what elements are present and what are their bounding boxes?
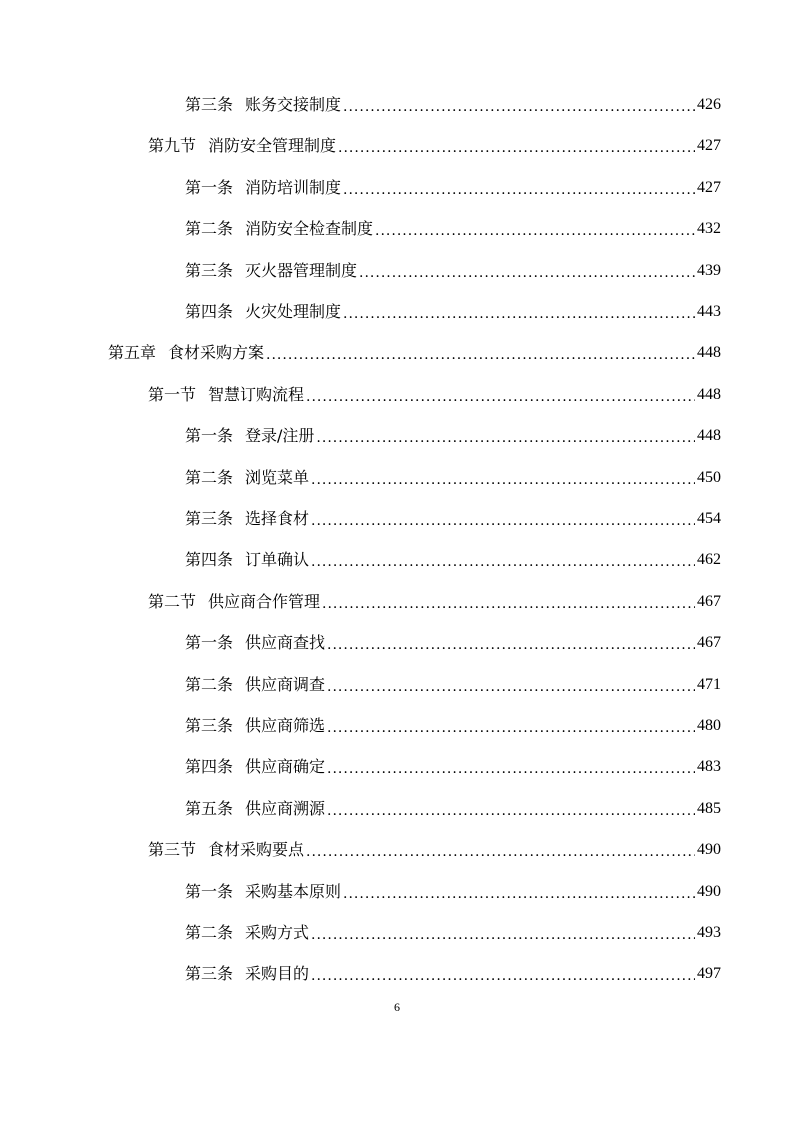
toc-entry-page-number: 448 — [697, 427, 721, 445]
toc-entry-section[interactable] — [148, 379, 721, 405]
toc-entry-article[interactable] — [185, 627, 721, 653]
dot-leader — [306, 385, 695, 405]
toc-entry-number: 第三节 — [148, 840, 197, 860]
toc-entry-section[interactable] — [148, 586, 721, 612]
toc-entry-number: 第五章 — [108, 343, 157, 363]
dot-leader — [327, 757, 695, 777]
toc-entry-page-number: 483 — [697, 758, 721, 776]
dot-leader — [343, 178, 695, 198]
toc-entry-number: 第一条 — [185, 881, 234, 901]
toc-entry-page-number: 467 — [697, 592, 721, 610]
dot-leader — [343, 95, 695, 115]
toc-entry-article[interactable] — [185, 917, 721, 943]
dot-leader — [343, 882, 695, 902]
toc-entry-article[interactable] — [185, 503, 721, 529]
toc-entry-page-number: 454 — [697, 510, 721, 527]
toc-entry-number: 第四条 — [185, 302, 234, 321]
toc-entry-title: 供应商查找 — [245, 633, 326, 653]
toc-entry-article[interactable] — [185, 544, 721, 570]
toc-entry-title: 订单确认 — [245, 550, 310, 570]
toc-entry-title: 供应商筛选 — [245, 716, 326, 735]
toc-entry-number: 第四条 — [185, 550, 234, 570]
toc-entry-title: 消防安全管理制度 — [208, 136, 337, 156]
toc-entry-page-number: 427 — [697, 178, 721, 196]
toc-entry-title: 食材采购方案 — [168, 343, 265, 363]
dot-leader — [311, 509, 695, 529]
toc-entry-number: 第三条 — [185, 95, 234, 114]
toc-entry-page-number: 448 — [697, 385, 721, 403]
toc-entry-article[interactable] — [185, 793, 721, 819]
dot-leader — [343, 302, 695, 322]
toc-entry-title: 火灾处理制度 — [245, 302, 342, 321]
dot-leader — [327, 633, 695, 653]
dot-leader — [266, 343, 695, 363]
toc-entry-number: 第二节 — [148, 591, 197, 611]
toc-entry-article[interactable] — [185, 751, 721, 777]
toc-entry-number: 第二条 — [185, 467, 234, 487]
toc-entry-title: 食材采购要点 — [208, 840, 305, 860]
toc-entry-number: 第一条 — [185, 426, 234, 446]
dot-leader — [338, 136, 695, 156]
toc-entry-page-number: 448 — [697, 344, 721, 362]
toc-entry-title: 采购目的 — [245, 964, 310, 984]
dot-leader — [311, 923, 695, 943]
toc-entry-title: 选择食材 — [245, 509, 310, 528]
toc-entry-page-number: 467 — [697, 634, 721, 652]
dot-leader — [306, 840, 695, 860]
dot-leader — [359, 261, 695, 281]
toc-entry-number: 第三条 — [185, 716, 234, 735]
toc-entry-title: 登录/注册 — [245, 426, 315, 446]
toc-entry-title: 采购基本原则 — [245, 881, 342, 901]
toc-entry-number: 第一条 — [185, 177, 234, 197]
toc-entry-section[interactable] — [148, 834, 721, 860]
dot-leader — [311, 964, 695, 984]
toc-entry-article[interactable] — [185, 296, 721, 322]
toc-entry-page-number: 480 — [697, 717, 721, 734]
toc-entry-article[interactable] — [185, 958, 721, 984]
toc-entry-page-number: 427 — [697, 137, 721, 155]
toc-entry-section[interactable] — [148, 130, 721, 156]
dot-leader — [327, 675, 695, 695]
toc-entry-page-number: 450 — [697, 468, 721, 486]
toc-entry-title: 灭火器管理制度 — [245, 260, 358, 280]
toc-entry-title: 消防安全检查制度 — [245, 219, 374, 239]
toc-entry-title: 供应商确定 — [245, 757, 326, 777]
toc-entry-page-number: 443 — [697, 303, 721, 320]
toc-entry-number: 第九节 — [148, 136, 197, 156]
dot-leader — [327, 799, 695, 819]
toc-entry-article[interactable] — [185, 89, 721, 115]
toc-entry-chapter[interactable] — [108, 337, 721, 363]
toc-entry-number: 第四条 — [185, 757, 234, 777]
toc-entry-number: 第一条 — [185, 633, 234, 653]
toc-entry-number: 第三条 — [185, 964, 234, 984]
toc-entry-title: 账务交接制度 — [245, 95, 342, 114]
toc-entry-article[interactable] — [185, 462, 721, 488]
dot-leader — [327, 716, 695, 736]
toc-entry-article[interactable] — [185, 213, 721, 239]
toc-entry-article[interactable] — [185, 669, 721, 695]
toc-entry-article[interactable] — [185, 255, 721, 281]
toc-entry-title: 智慧订购流程 — [208, 384, 305, 404]
toc-entry-article[interactable] — [185, 876, 721, 902]
toc-entry-title: 供应商溯源 — [245, 798, 326, 818]
dot-leader — [322, 592, 695, 612]
dot-leader — [375, 219, 695, 239]
toc-entry-number: 第三条 — [185, 509, 234, 528]
toc-entry-number: 第二条 — [185, 674, 234, 694]
toc-entry-number: 第二条 — [185, 219, 234, 239]
toc-entry-page-number: 432 — [697, 220, 721, 238]
toc-entry-page-number: 439 — [697, 261, 721, 279]
toc-entry-number: 第三条 — [185, 260, 234, 280]
toc-entry-article[interactable] — [185, 420, 721, 446]
toc-entry-article[interactable] — [185, 710, 721, 736]
toc-entry-title: 供应商调查 — [245, 674, 326, 694]
toc-entry-title: 采购方式 — [245, 923, 310, 942]
dot-leader — [311, 468, 695, 488]
page-number: 6 — [394, 1000, 400, 1014]
toc-entry-page-number: 471 — [697, 675, 721, 693]
toc-entry-title: 供应商合作管理 — [208, 591, 321, 611]
toc-entry-page-number: 462 — [697, 551, 721, 569]
toc-entry-page-number: 490 — [697, 882, 721, 900]
toc-entry-page-number: 426 — [697, 96, 721, 113]
toc-entry-page-number: 497 — [697, 965, 721, 983]
toc-entry-number: 第一节 — [148, 384, 197, 404]
toc-entry-title: 浏览菜单 — [245, 467, 310, 487]
toc-entry-number: 第五条 — [185, 798, 234, 818]
toc-entry-title: 消防培训制度 — [245, 177, 342, 197]
toc-entry-page-number: 493 — [697, 924, 721, 941]
toc-entry-article[interactable] — [185, 172, 721, 198]
toc-entry-page-number: 485 — [697, 799, 721, 817]
toc-entry-page-number: 490 — [697, 841, 721, 859]
dot-leader — [316, 426, 695, 446]
toc-entry-number: 第二条 — [185, 923, 234, 942]
dot-leader — [311, 550, 695, 570]
